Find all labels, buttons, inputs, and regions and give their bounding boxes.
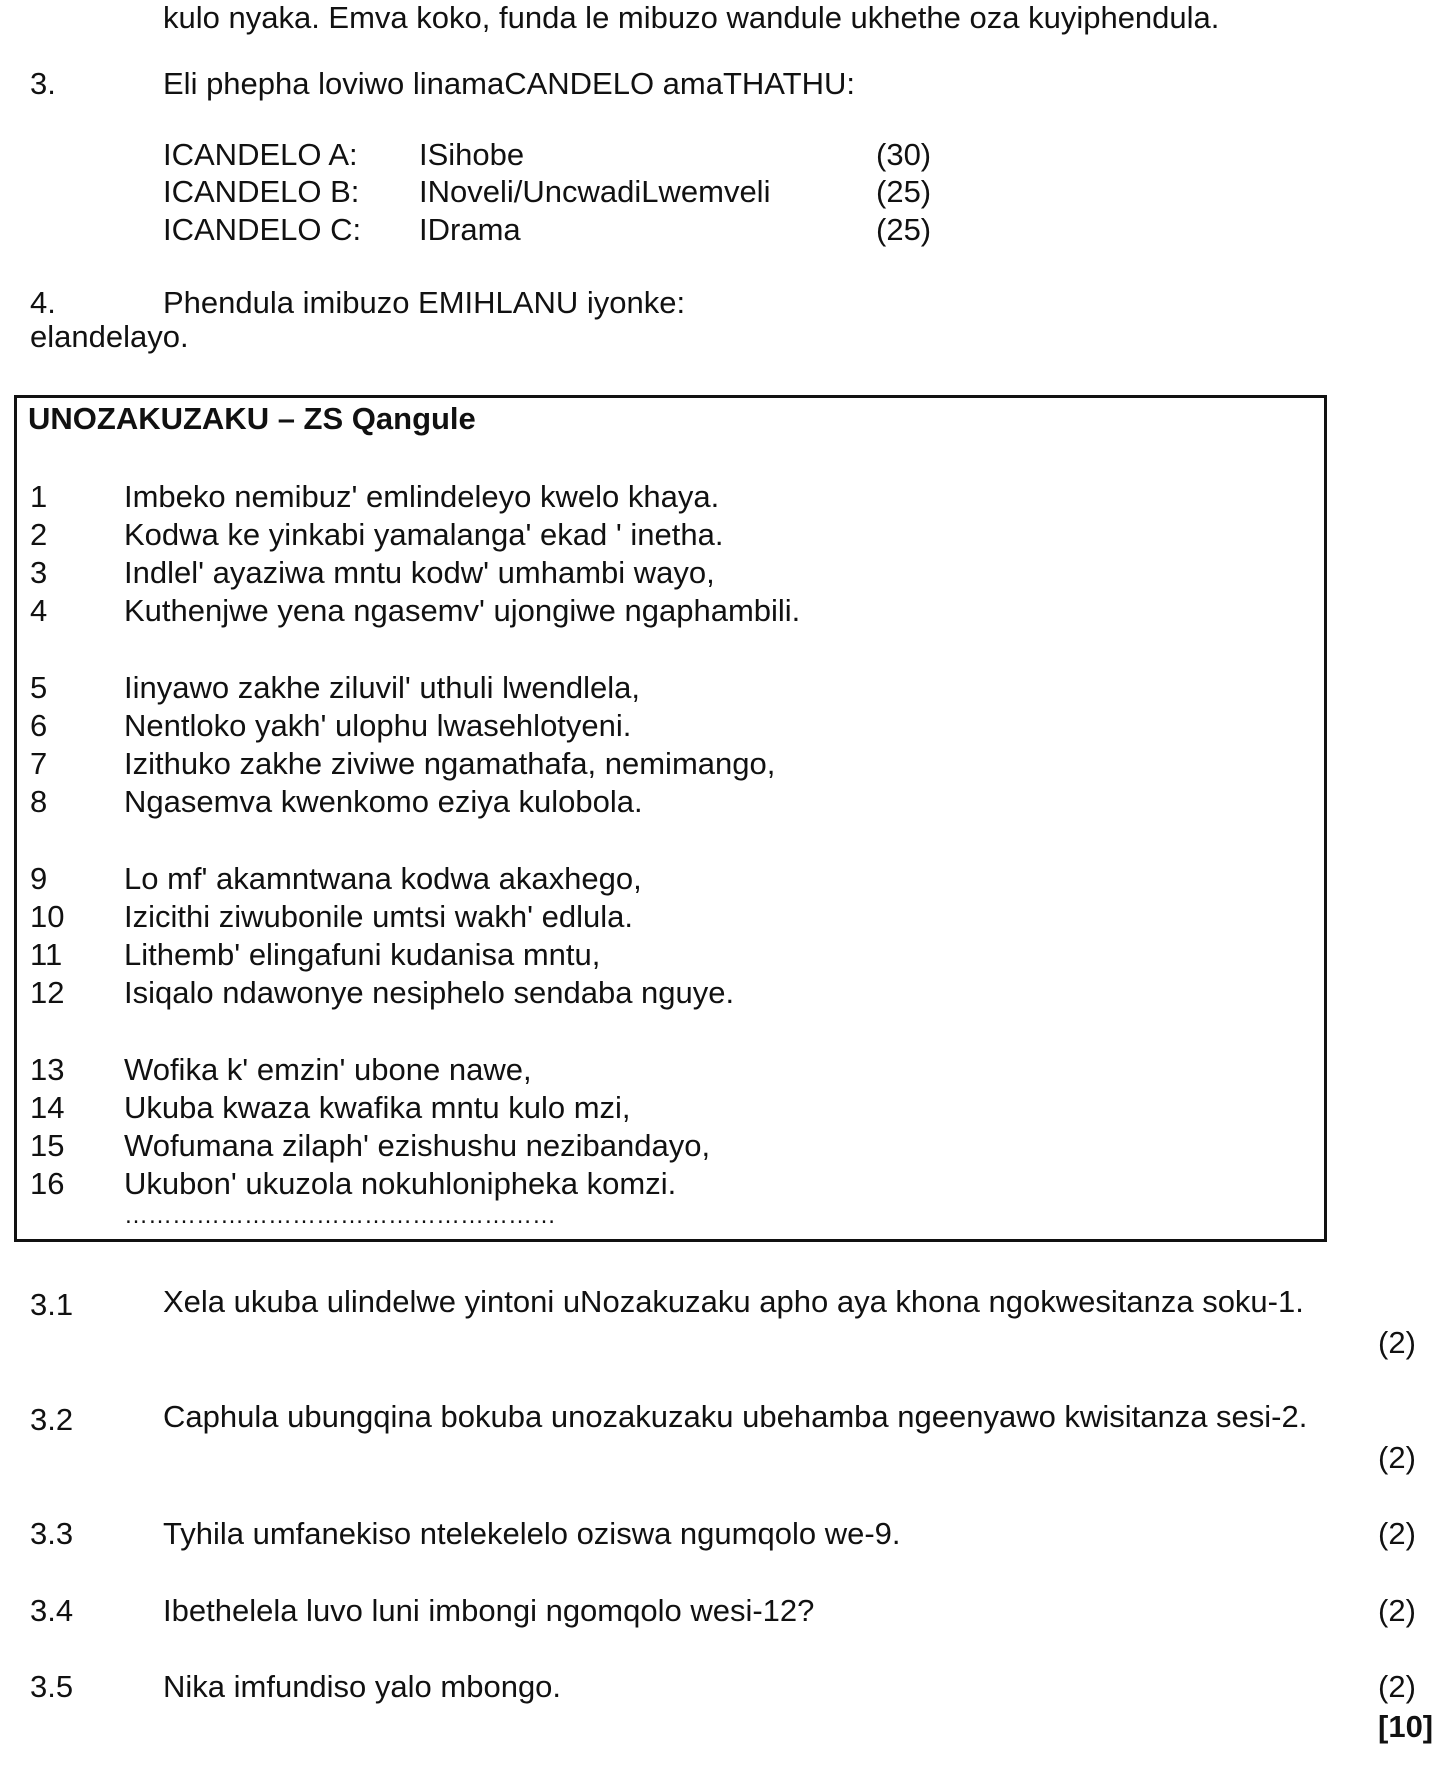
question-marks: (2) [1378, 1593, 1416, 1628]
poem-line-number: 16 [30, 1166, 65, 1201]
poem-line-text: Indlel' ayaziwa mntu kodw' umhambi wayo, [124, 555, 715, 590]
poem-line-number: 5 [30, 670, 48, 705]
question-text: Xela ukuba ulindelwe yintoni uNozakuzaku apho aya khona ngokwesitanza soku-1. [163, 1284, 1304, 1319]
poem-line-number: 8 [30, 784, 48, 819]
poem-line-text: Nentloko yakh' ulophu lwasehlotyeni. [124, 708, 632, 743]
poem-line-number: 7 [30, 746, 48, 781]
poem-line-number: 12 [30, 975, 65, 1010]
poem-line-number: 10 [30, 899, 65, 934]
poem-line-number: 4 [30, 593, 48, 628]
poem-line-number: 1 [30, 479, 48, 514]
section-a-label: ICANDELO A: [163, 137, 358, 172]
poem-line-number: 2 [30, 517, 48, 552]
instruction-3-number: 3. [30, 66, 56, 101]
poem-line-number: 11 [30, 937, 63, 972]
question-number: 3.1 [30, 1287, 74, 1322]
poem-line-text: Kuthenjwe yena ngasemv' ujongiwe ngaphambili. [124, 593, 801, 628]
question-number: 3.5 [30, 1669, 74, 1704]
poem-line-text: Kodwa ke yinkabi yamalanga' ekad ' inetha. [124, 517, 724, 552]
section-c-name: IDrama [419, 212, 521, 247]
question-text: Caphula ubungqina bokuba unozakuzaku ubehamba ngeenyawo kwisitanza sesi-2. [163, 1399, 1308, 1434]
instruction-3-text: Eli phepha loviwo linamaCANDELO amaTHATHU: [163, 66, 856, 101]
question-marks: (2) [1378, 1669, 1416, 1704]
poem-line-text: Izicithi ziwubonile umtsi wakh' edlula. [124, 899, 634, 934]
poem-line-text: Ngasemva kwenkomo eziya kulobola. [124, 784, 643, 819]
question-number: 3.3 [30, 1516, 74, 1551]
poem-line-text: Ukuba kwaza kwafika mntu kulo mzi, [124, 1090, 631, 1125]
question-marks: (2) [1378, 1440, 1416, 1475]
question-number: 3.2 [30, 1402, 74, 1437]
poem-line-text: Iinyawo zakhe ziluvil' uthuli lwendlela, [124, 670, 640, 705]
poem-line-number: 9 [30, 861, 48, 896]
poem-title: UNOZAKUZAKU – ZS Qangule [28, 401, 476, 436]
poem-line-text: Lithemb' elingafuni kudanisa mntu, [124, 937, 601, 972]
poem-line-text: Wofumana zilaph' ezishushu nezibandayo, [124, 1128, 711, 1163]
section-a-marks: (30) [876, 137, 932, 172]
intro-top-fragment: kulo nyaka. Emva koko, funda le mibuzo wandule ukhethe oza kuyiphendula. [163, 0, 1220, 35]
poem-line-text: Izithuko zakhe ziviwe ngamathafa, nemimango, [124, 746, 776, 781]
poem-ellipsis: ……………………………………………… [124, 1202, 556, 1229]
instruction-4-number: 4. [30, 285, 56, 320]
question-number: 3.4 [30, 1593, 74, 1628]
poem-line-text: Imbeko nemibuz' emlindeleyo kwelo khaya. [124, 479, 720, 514]
poem-line-text: Isiqalo ndawonye nesiphelo sendaba nguye. [124, 975, 735, 1010]
question-marks: (2) [1378, 1516, 1416, 1551]
poem-line-number: 15 [30, 1128, 65, 1163]
poem-line-text: Lo mf' akamntwana kodwa akaxhego, [124, 861, 642, 896]
poem-line-text: Wofika k' emzin' ubone nawe, [124, 1052, 532, 1087]
cut-text-fragment: elandelayo. [30, 319, 189, 354]
section-a-name: ISihobe [419, 137, 525, 172]
question-text: Tyhila umfanekiso ntelekelelo oziswa ngumqolo we-9. [163, 1516, 901, 1551]
poem-line-number: 13 [30, 1052, 65, 1087]
poem-line-number: 6 [30, 708, 48, 743]
section-c-label: ICANDELO C: [163, 212, 362, 247]
section-b-label: ICANDELO B: [163, 174, 360, 209]
section-b-marks: (25) [876, 174, 932, 209]
poem-line-number: 14 [30, 1090, 65, 1125]
total-marks: [10] [1378, 1709, 1433, 1744]
instruction-4-text: Phendula imibuzo EMIHLANU iyonke: [163, 285, 686, 320]
section-c-marks: (25) [876, 212, 932, 247]
question-marks: (2) [1378, 1325, 1416, 1360]
question-text: Nika imfundiso yalo mbongo. [163, 1669, 562, 1704]
question-text: Ibethelela luvo luni imbongi ngomqolo wesi-12? [163, 1593, 815, 1628]
poem-line-number: 3 [30, 555, 48, 590]
poem-line-text: Ukubon' ukuzola nokuhlonipheka komzi. [124, 1166, 677, 1201]
section-b-name: INoveli/UncwadiLwemveli [419, 174, 771, 209]
